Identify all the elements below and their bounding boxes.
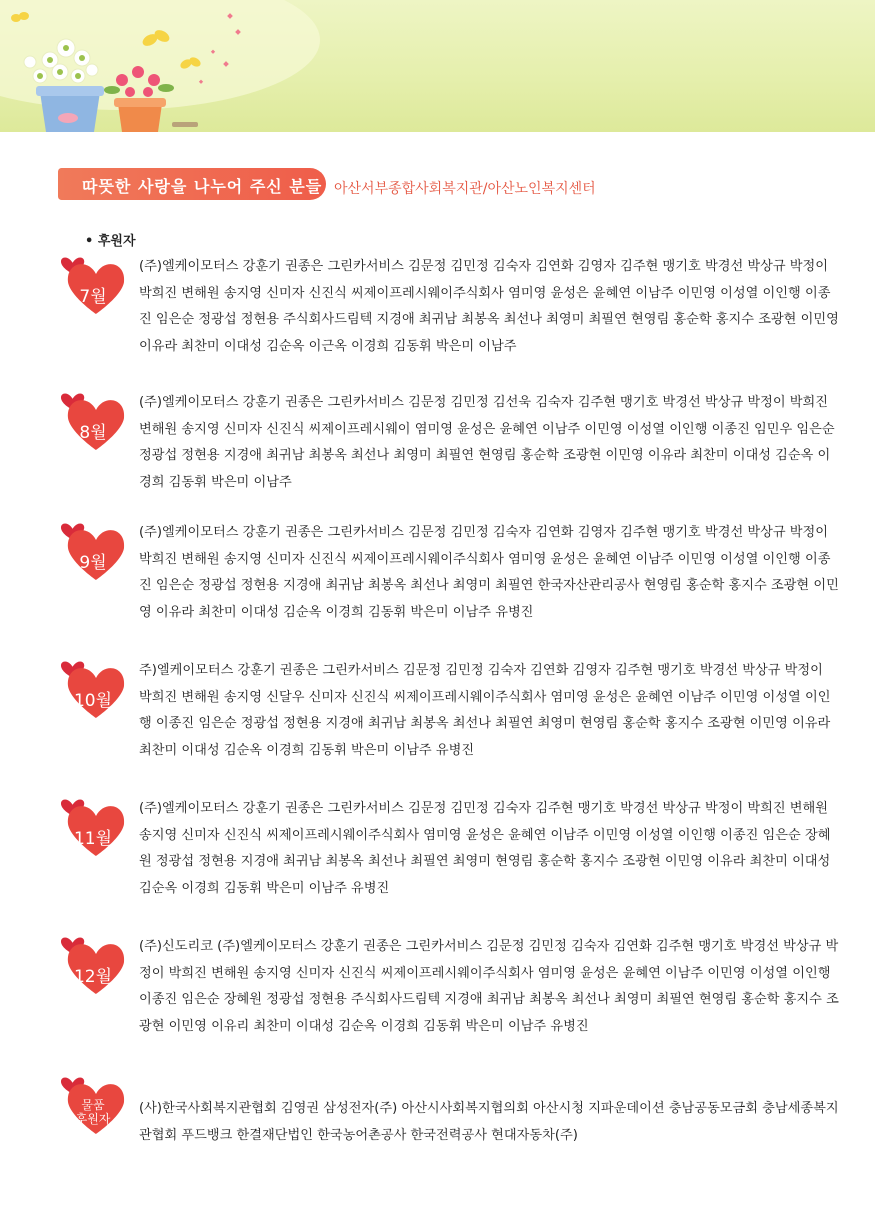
month-label: 물품 후원자 — [75, 1098, 111, 1126]
organization-name: 아산서부종합사회복지관/아산노인복지센터 — [334, 181, 596, 197]
donor-names: 주)엘케이모터스 강훈기 권종은 그린카서비스 김문정 김민정 김숙자 김연화 김영자 김주현 맹기호 박경선 박상규 박정이 박희진 변해원 송지영 신달우 신미자 신진식 씨제이프레시웨이주식회사 염미영 윤성은 윤혜연 이남주 이민영 이성열 이인행 이종진 임은순 정광섭 정현용 지경애 최귀남 최봉옥 최선나 최필연 최영미 현영림 홍순학 홍지수 조광현 이민영 이유라 최찬미 이대성 김순옥 이경희 김동휘 박은미 이남주 유병진 — [139, 663, 831, 758]
donor-names: (사)한국사회복지관협회 김영권 삼성전자(주) 아산시사회복지협의회 아산시청 지파운데이션 충남공동모금회 충남세종복지관협회 푸드뱅크 한결재단법인 한국농어촌공사 한국전력공사 현대자동차(주) — [139, 1101, 839, 1143]
heart-icon — [60, 1074, 126, 1136]
donor-names: (주)신도리코 (주)엘케이모터스 강훈기 권종은 그린카서비스 김문정 김민정 김숙자 김연화 김주현 맹기호 박경선 박상규 박정이 박희진 변해원 송지영 신미자 신진식 씨제이프레시웨이주식회사 염미영 윤성은 윤혜연 이남주 이민영 이성열 이인행 이종진 임은순 장혜원 정광섭 정현용 주식회사드림텍 지경애 최귀남 최봉옥 최선나 최영미 최필연 현영림 홍순학 홍지수 조광현 이민영 이유리 최찬미 이대성 김순옥 이경희 김동휘 박은미 이남주 유병진 — [139, 939, 839, 1034]
section-title-banner — [58, 168, 326, 200]
month-label: 11월 — [73, 829, 113, 849]
heart-icon — [60, 934, 126, 996]
heart-icon — [60, 658, 126, 720]
section-title: 따뜻한 사랑을 나누어 주신 분들 — [82, 177, 323, 196]
donors-label: • 후원자 — [85, 234, 136, 249]
month-label: 10월 — [73, 691, 113, 711]
donor-names: (주)엘케이모터스 강훈기 권종은 그린카서비스 김문정 김민정 김숙자 김연화 김영자 김주현 맹기호 박경선 박상규 박정이 박희진 변해원 송지영 신미자 신진식 씨제이프레시웨이주식회사 염미영 윤성은 윤혜연 이남주 이민영 이성열 이인행 이종진 임은순 정광섭 정현용 주식회사드림텍 지경애 최귀남 최봉옥 최선나 최영미 최필연 현영림 홍순학 홍지수 조광현 이민영 이유라 최찬미 이대성 김순옥 이근옥 이경희 김동휘 박은미 이남주 — [139, 259, 839, 354]
header-banner — [0, 0, 875, 132]
month-label: 9월 — [79, 553, 107, 573]
heart-icon — [60, 254, 126, 316]
donor-names: (주)엘케이모터스 강훈기 권종은 그린카서비스 김문정 김민정 김숙자 김주현 맹기호 박경선 박상규 박정이 박희진 변해원 송지영 신미자 신진식 씨제이프레시웨이주식회사 염미영 윤성은 윤혜연 이남주 이민영 이성열 이인행 이종진 임은순 장혜원 정광섭 정현용 지경애 최귀남 최봉옥 최선나 최필연 최영미 현영림 홍순학 홍지수 조광현 이민영 이유라 최찬미 이대성 김순옥 이경희 김동휘 박은미 이남주 유병진 — [139, 801, 831, 896]
heart-icon — [60, 390, 126, 452]
donor-names: (주)엘케이모터스 강훈기 권종은 그린카서비스 김문정 김민정 김선욱 김숙자 김주현 맹기호 박경선 박상규 박정이 박희진 변해원 송지영 신미자 신진식 씨제이프레시웨이 염미영 윤성은 윤혜연 이남주 이민영 이성열 이인행 이종진 임민우 임은순 정광섭 정현용 지경애 최귀남 최봉옥 최선나 최영미 최필연 현영림 홍순학 조광현 이민영 이유라 최찬미 이대성 김순옥 이경희 김동휘 박은미 이남주 — [139, 395, 835, 490]
heart-icon — [60, 520, 126, 582]
month-label: 8월 — [79, 423, 107, 443]
month-label: 12월 — [73, 967, 113, 987]
donor-names: (주)엘케이모터스 강훈기 권종은 그린카서비스 김문정 김민정 김숙자 김연화 김영자 김주현 맹기호 박경선 박상규 박정이 박희진 변해원 송지영 신미자 신진식 씨제이프레시웨이주식회사 염미영 윤성은 윤혜연 이남주 이민영 이성열 이인행 이종진 임은순 정광섭 정현용 지경애 최귀남 최봉옥 최선나 최영미 최필연 한국자산관리공사 현영림 홍순학 홍지수 조광현 이민영 이유라 최찬미 이대성 김순옥 이경희 김동휘 박은미 이남주 유병진 — [139, 525, 839, 620]
month-label: 7월 — [79, 287, 107, 307]
heart-icon — [60, 796, 126, 858]
flower-pots-illustration — [0, 0, 875, 132]
